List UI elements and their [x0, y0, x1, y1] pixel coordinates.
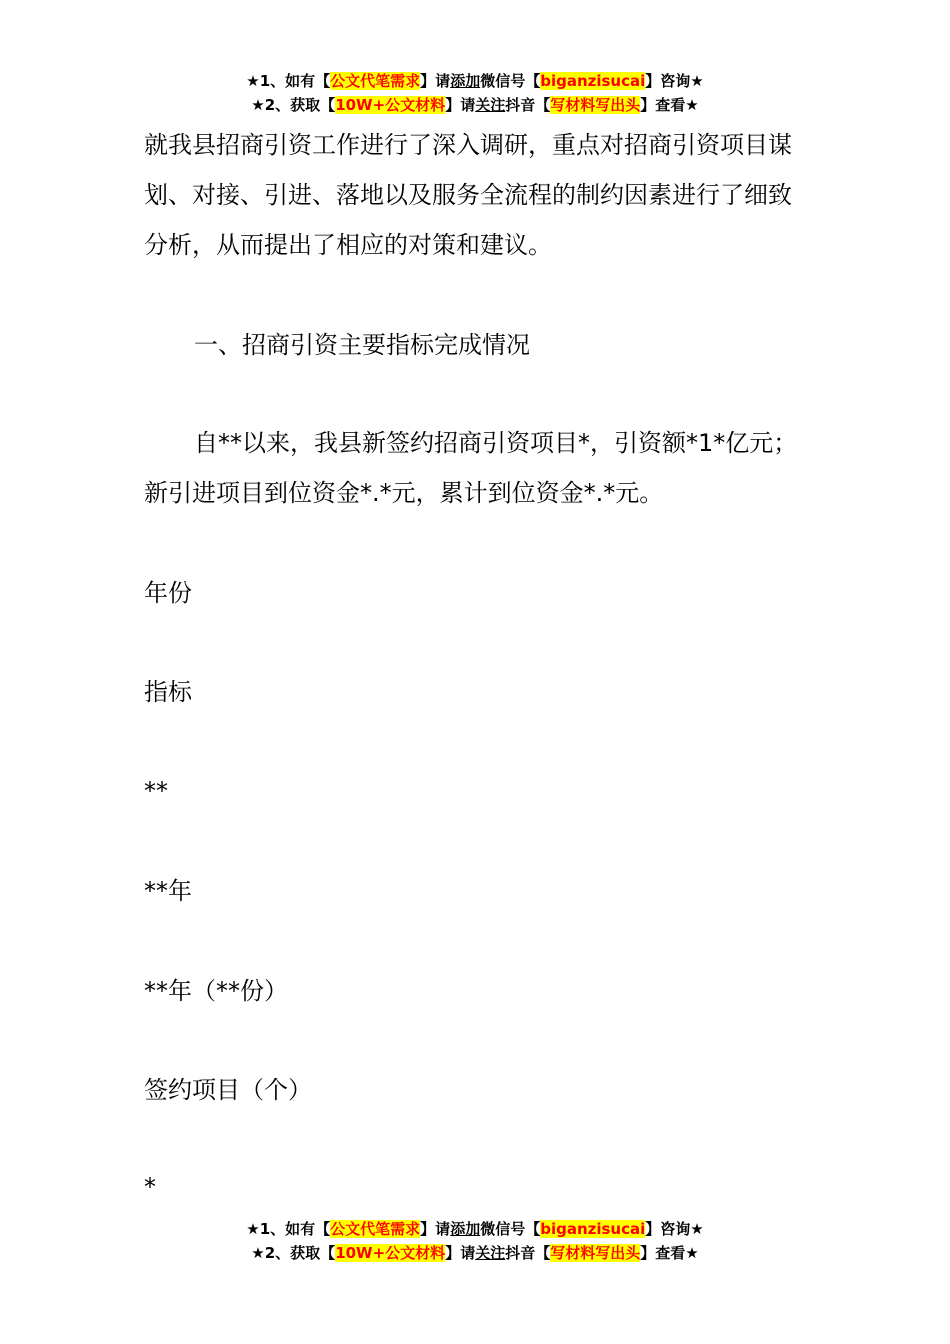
banner-highlight: biganzisucai: [540, 72, 646, 90]
banner-line-2: [0, 1241, 950, 1265]
table-cell: 签约项目（个）: [144, 1076, 312, 1104]
intro-paragraph: 就我县招商引资工作进行了深入调研，重点对招商引资项目谋划、对接、引进、落地以及服务全流程的制约因素进行了细致分析，从而提出了相应的对策和建议。: [144, 131, 792, 259]
banner-underline: 添加: [450, 1220, 481, 1238]
banner-text: 】咨询★: [645, 72, 704, 90]
banner-text: 】请: [445, 1244, 476, 1262]
banner-text: ★2、获取【: [251, 96, 336, 114]
table-cell: 指标: [144, 678, 192, 706]
table-cell: 年份: [144, 579, 192, 607]
section-heading: 一、招商引资主要指标完成情况: [194, 331, 530, 359]
table-cell: **年: [144, 877, 192, 905]
banner-text: 】请: [420, 72, 451, 90]
banner-text: 】请: [420, 1220, 451, 1238]
banner-line-1: [0, 69, 950, 93]
banner-underline: 关注: [475, 96, 506, 114]
body-paragraph: 自**以来，我县新签约招商引资项目*，引资额*1*亿元；新引进项目到位资金*.*元，累计到位资金*.*元。: [144, 429, 798, 507]
banner-text: 】请: [445, 96, 476, 114]
bottom-banner: [0, 1217, 950, 1265]
banner-line-2: [0, 93, 950, 117]
banner-text: ★2、获取【: [251, 1244, 336, 1262]
banner-text: 】咨询★: [645, 1220, 704, 1238]
table-cell: *: [144, 1173, 156, 1201]
banner-text: ★1、如有【: [246, 1220, 331, 1238]
banner-underline: 添加: [450, 72, 481, 90]
banner-text: 微信号【: [480, 72, 541, 90]
banner-text: 抖音【: [505, 96, 551, 114]
top-banner: [0, 69, 950, 117]
banner-highlight: 公文代笔需求: [330, 72, 421, 90]
banner-text: 】查看★: [640, 96, 699, 114]
banner-highlight: 10W+公文材料: [335, 1244, 446, 1262]
banner-underline: 关注: [475, 1244, 506, 1262]
banner-highlight: 写材料写出头: [550, 1244, 641, 1262]
banner-highlight: 写材料写出头: [550, 96, 641, 114]
banner-highlight: 10W+公文材料: [335, 96, 446, 114]
table-cell: **: [144, 777, 168, 805]
banner-highlight: biganzisucai: [540, 1220, 646, 1238]
banner-text: 抖音【: [505, 1244, 551, 1262]
banner-highlight: 公文代笔需求: [330, 1220, 421, 1238]
banner-text: ★1、如有【: [246, 72, 331, 90]
banner-text: 微信号【: [480, 1220, 541, 1238]
banner-line-1: [0, 1217, 950, 1241]
banner-text: 】查看★: [640, 1244, 699, 1262]
table-cell: **年（**份）: [144, 977, 288, 1005]
